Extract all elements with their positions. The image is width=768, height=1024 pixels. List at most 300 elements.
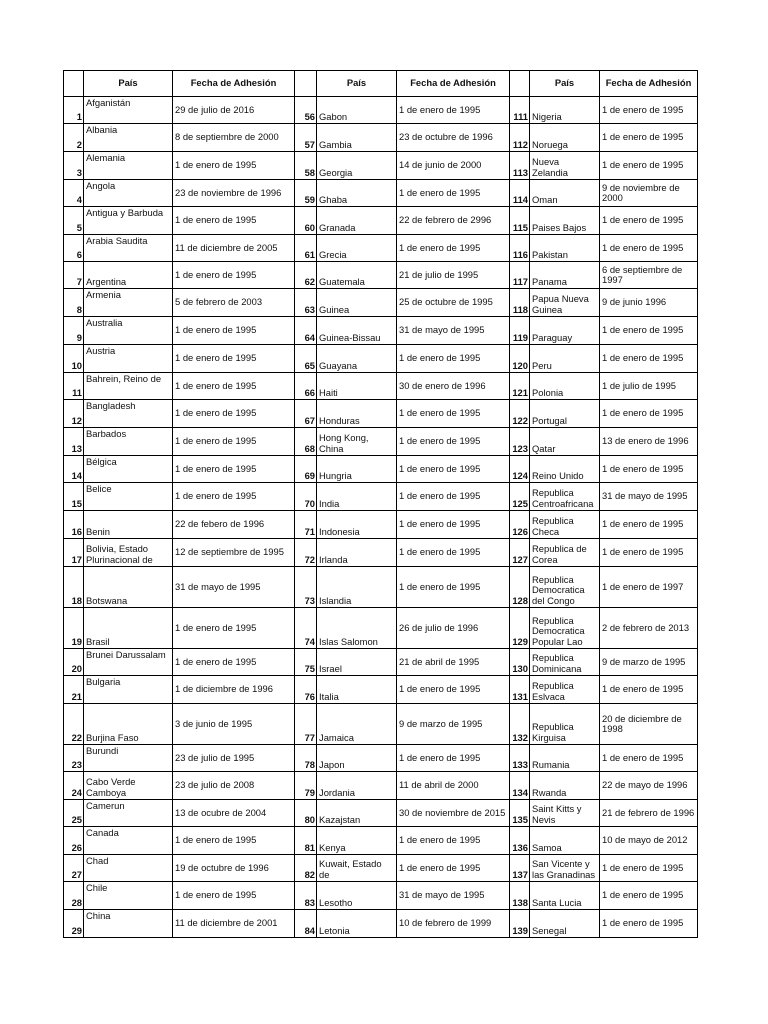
accession-date: 22 de mayo de 1996 (600, 772, 698, 800)
accession-date: 1 de julio de 1995 (600, 373, 698, 400)
header-row (64, 71, 698, 97)
country-name: Letonia (317, 910, 397, 938)
row-number: 19 (64, 608, 84, 649)
row-number: 79 (295, 772, 317, 800)
country-name: Granada (317, 207, 397, 235)
accession-date: 23 de julio de 2008 (173, 772, 295, 800)
country-name: Republica Eslvaca (530, 676, 600, 704)
accession-date: 13 de enero de 1996 (600, 428, 698, 456)
country-name: Bélgica (84, 456, 173, 483)
country-name: Portugal (530, 400, 600, 428)
row-number: 2 (64, 124, 84, 152)
accession-date: 23 de julio de 1995 (173, 745, 295, 772)
country-name: Australia (84, 317, 173, 345)
accession-date: 1 de enero de 1995 (600, 882, 698, 910)
row-number: 114 (510, 180, 530, 207)
accession-date: 1 de enero de 1995 (173, 373, 295, 400)
table-row (64, 97, 698, 124)
country-name: Gabon (317, 97, 397, 124)
table-row (64, 124, 698, 152)
accession-date: 1 de diciembre de 1996 (173, 676, 295, 704)
table-row (64, 704, 698, 745)
accession-date: 1 de enero de 1995 (397, 539, 510, 567)
accession-date: 1 de enero de 1995 (173, 882, 295, 910)
country-name: Bolivia, Estado Plurinacional de (84, 539, 173, 567)
table-row (64, 800, 698, 827)
table-row (64, 910, 698, 938)
country-name: Chad (84, 855, 173, 882)
row-number: 134 (510, 772, 530, 800)
country-name: Bahrein, Reino de (84, 373, 173, 400)
accession-date: 1 de enero de 1995 (600, 345, 698, 373)
row-number: 73 (295, 567, 317, 608)
table-row (64, 483, 698, 511)
accession-date: 23 de octubre de 1996 (397, 124, 510, 152)
accession-date: 22 de febrero de 2996 (397, 207, 510, 235)
accession-date: 1 de enero de 1995 (397, 676, 510, 704)
country-name: Barbados (84, 428, 173, 456)
accession-date: 1 de enero de 1995 (600, 207, 698, 235)
accession-date: 1 de enero de 1995 (173, 428, 295, 456)
accession-date: 31 de mayo de 1995 (397, 317, 510, 345)
accession-date: 26 de julio de 1996 (397, 608, 510, 649)
accession-date: 1 de enero de 1995 (600, 456, 698, 483)
row-number: 27 (64, 855, 84, 882)
row-number: 13 (64, 428, 84, 456)
accession-date: 1 de enero de 1995 (397, 400, 510, 428)
header-country: País (84, 71, 173, 97)
country-name: Kenya (317, 827, 397, 855)
country-name: Austria (84, 345, 173, 373)
header-number-cell (64, 71, 84, 97)
row-number: 82 (295, 855, 317, 882)
country-name: Republica Checa (530, 511, 600, 539)
country-name: Burundi (84, 745, 173, 772)
table-row (64, 400, 698, 428)
table-row (64, 317, 698, 345)
header-date: Fecha de Adhesión (173, 71, 295, 97)
accession-date: 1 de enero de 1995 (600, 317, 698, 345)
country-name: Bulgaria (84, 676, 173, 704)
row-number: 26 (64, 827, 84, 855)
row-number: 123 (510, 428, 530, 456)
accession-date: 1 de enero de 1995 (173, 827, 295, 855)
country-name: China (84, 910, 173, 938)
row-number: 64 (295, 317, 317, 345)
country-name: Italia (317, 676, 397, 704)
row-number: 137 (510, 855, 530, 882)
country-name: Benin (84, 511, 173, 539)
table-row (64, 456, 698, 483)
row-number: 72 (295, 539, 317, 567)
country-name: Rumania (530, 745, 600, 772)
country-name: Chile (84, 882, 173, 910)
accession-date: 23 de noviembre de 1996 (173, 180, 295, 207)
row-number: 7 (64, 262, 84, 289)
accession-date: 1 de enero de 1995 (397, 855, 510, 882)
country-name: Islas Salomon (317, 608, 397, 649)
row-number: 124 (510, 456, 530, 483)
country-name: Guatemala (317, 262, 397, 289)
accession-date: 29 de julio de 2016 (173, 97, 295, 124)
accession-date: 1 de enero de 1995 (600, 539, 698, 567)
country-name: India (317, 483, 397, 511)
row-number: 29 (64, 910, 84, 938)
country-name: Brasil (84, 608, 173, 649)
row-number: 67 (295, 400, 317, 428)
country-name: Belice (84, 483, 173, 511)
row-number: 10 (64, 345, 84, 373)
table-row (64, 608, 698, 649)
row-number: 17 (64, 539, 84, 567)
accession-date: 1 de enero de 1995 (397, 827, 510, 855)
row-number: 138 (510, 882, 530, 910)
row-number: 24 (64, 772, 84, 800)
row-number: 1 (64, 97, 84, 124)
row-number: 69 (295, 456, 317, 483)
row-number: 113 (510, 152, 530, 180)
country-name: San Vicente y las Granadinas (530, 855, 600, 882)
table-row (64, 262, 698, 289)
row-number: 66 (295, 373, 317, 400)
row-number: 63 (295, 289, 317, 317)
row-number: 121 (510, 373, 530, 400)
row-number: 116 (510, 235, 530, 262)
accession-date: 1 de enero de 1995 (397, 456, 510, 483)
row-number: 135 (510, 800, 530, 827)
row-number: 111 (510, 97, 530, 124)
row-number: 59 (295, 180, 317, 207)
row-number: 11 (64, 373, 84, 400)
row-number: 125 (510, 483, 530, 511)
row-number: 84 (295, 910, 317, 938)
row-number: 120 (510, 345, 530, 373)
row-number: 139 (510, 910, 530, 938)
row-number: 78 (295, 745, 317, 772)
row-number: 81 (295, 827, 317, 855)
accession-date: 11 de diciembre de 2001 (173, 910, 295, 938)
row-number: 71 (295, 511, 317, 539)
country-name: Indonesia (317, 511, 397, 539)
row-number: 77 (295, 704, 317, 745)
accession-date: 21 de abril de 1995 (397, 649, 510, 676)
row-number: 129 (510, 608, 530, 649)
row-number: 12 (64, 400, 84, 428)
accession-date: 9 de marzo de 1995 (397, 704, 510, 745)
row-number: 9 (64, 317, 84, 345)
table-row (64, 152, 698, 180)
country-name: Polonia (530, 373, 600, 400)
row-number: 122 (510, 400, 530, 428)
row-number: 118 (510, 289, 530, 317)
accession-date: 1 de enero de 1997 (600, 567, 698, 608)
country-name: Pakistan (530, 235, 600, 262)
accession-date: 9 de noviembre de 2000 (600, 180, 698, 207)
row-number: 61 (295, 235, 317, 262)
country-name: Nigeria (530, 97, 600, 124)
accession-date: 1 de enero de 1995 (397, 511, 510, 539)
accession-date: 11 de diciembre de 2005 (173, 235, 295, 262)
row-number: 115 (510, 207, 530, 235)
accession-date: 11 de abril de 2000 (397, 772, 510, 800)
country-name: Republica Dominicana (530, 649, 600, 676)
country-name: Reino Unido (530, 456, 600, 483)
accession-date: 19 de octubre de 1996 (173, 855, 295, 882)
accession-date: 1 de enero de 1995 (600, 511, 698, 539)
table-row (64, 180, 698, 207)
accession-date: 1 de enero de 1995 (173, 483, 295, 511)
accession-date: 3 de junio de 1995 (173, 704, 295, 745)
accession-date: 9 de marzo de 1995 (600, 649, 698, 676)
row-number: 75 (295, 649, 317, 676)
accession-date: 1 de enero de 1995 (397, 567, 510, 608)
row-number: 56 (295, 97, 317, 124)
country-name: Noruega (530, 124, 600, 152)
country-name: Guinea-Bissau (317, 317, 397, 345)
accession-date: 1 de enero de 1995 (173, 345, 295, 373)
row-number: 128 (510, 567, 530, 608)
accession-date: 31 de mayo de 1995 (397, 882, 510, 910)
row-number: 23 (64, 745, 84, 772)
table-row (64, 345, 698, 373)
accession-date: 2 de febrero de 2013 (600, 608, 698, 649)
accession-date: 1 de enero de 1995 (397, 483, 510, 511)
country-name: Republica Democratica Popular Lao (530, 608, 600, 649)
row-number: 60 (295, 207, 317, 235)
accession-date: 31 de mayo de 1995 (173, 567, 295, 608)
table-row (64, 676, 698, 704)
table-row (64, 428, 698, 456)
accession-date: 1 de enero de 1995 (600, 745, 698, 772)
row-number: 127 (510, 539, 530, 567)
accession-date: 13 de ocubre de 2004 (173, 800, 295, 827)
country-name: Japon (317, 745, 397, 772)
country-name: Gambia (317, 124, 397, 152)
country-name: Angola (84, 180, 173, 207)
row-number: 112 (510, 124, 530, 152)
row-number: 22 (64, 704, 84, 745)
country-name: Guinea (317, 289, 397, 317)
country-name: Botswana (84, 567, 173, 608)
accession-date: 1 de enero de 1995 (600, 676, 698, 704)
accession-date: 21 de julio de 1995 (397, 262, 510, 289)
table-row (64, 511, 698, 539)
table-row (64, 373, 698, 400)
row-number: 132 (510, 704, 530, 745)
row-number: 57 (295, 124, 317, 152)
country-name: Brunei Darussalam (84, 649, 173, 676)
country-name: Bangladesh (84, 400, 173, 428)
accession-date: 1 de enero de 1995 (600, 235, 698, 262)
row-number: 119 (510, 317, 530, 345)
row-number: 80 (295, 800, 317, 827)
row-number: 76 (295, 676, 317, 704)
accession-date: 1 de enero de 1995 (600, 910, 698, 938)
row-number: 16 (64, 511, 84, 539)
accession-date: 25 de octubre de 1995 (397, 289, 510, 317)
row-number: 117 (510, 262, 530, 289)
country-name: Jordania (317, 772, 397, 800)
accession-date: 1 de enero de 1995 (173, 262, 295, 289)
accession-date: 1 de enero de 1995 (600, 855, 698, 882)
country-name: Peru (530, 345, 600, 373)
accession-date: 12 de septiembre de 1995 (173, 539, 295, 567)
country-name: Senegal (530, 910, 600, 938)
country-name: Papua Nueva Guinea (530, 289, 600, 317)
country-name: Panama (530, 262, 600, 289)
country-name: Argentina (84, 262, 173, 289)
accession-date: 30 de noviembre de 2015 (397, 800, 510, 827)
row-number: 65 (295, 345, 317, 373)
table-row (64, 539, 698, 567)
country-name: Oman (530, 180, 600, 207)
row-number: 62 (295, 262, 317, 289)
country-name: Honduras (317, 400, 397, 428)
country-name: Islandia (317, 567, 397, 608)
country-name: Kazajstan (317, 800, 397, 827)
row-number: 74 (295, 608, 317, 649)
country-name: Santa Lucia (530, 882, 600, 910)
table-row (64, 289, 698, 317)
row-number: 28 (64, 882, 84, 910)
accession-date: 1 de enero de 1995 (397, 345, 510, 373)
header-number-cell (295, 71, 317, 97)
row-number: 83 (295, 882, 317, 910)
row-number: 18 (64, 567, 84, 608)
row-number: 8 (64, 289, 84, 317)
table-row (64, 207, 698, 235)
country-name: Ghaba (317, 180, 397, 207)
country-name: Armenia (84, 289, 173, 317)
accession-date: 1 de enero de 1995 (397, 745, 510, 772)
country-name: Grecia (317, 235, 397, 262)
country-name: Cabo Verde Camboya (84, 772, 173, 800)
accession-date: 31 de mayo de 1995 (600, 483, 698, 511)
country-name: Jamaica (317, 704, 397, 745)
row-number: 4 (64, 180, 84, 207)
country-name: Qatar (530, 428, 600, 456)
country-name: Burjina Faso (84, 704, 173, 745)
row-number: 25 (64, 800, 84, 827)
accession-date: 1 de enero de 1995 (397, 235, 510, 262)
table-body (64, 97, 698, 938)
accession-date: 1 de enero de 1995 (600, 152, 698, 180)
table-row (64, 745, 698, 772)
country-name: Canada (84, 827, 173, 855)
country-name: Guayana (317, 345, 397, 373)
country-name: Hungria (317, 456, 397, 483)
country-name: Georgia (317, 152, 397, 180)
accession-date: 1 de enero de 1995 (397, 180, 510, 207)
country-name: Nueva Zelandia (530, 152, 600, 180)
accession-date: 22 de febero de 1996 (173, 511, 295, 539)
row-number: 6 (64, 235, 84, 262)
country-name: Kuwait, Estado de (317, 855, 397, 882)
country-name: Paraguay (530, 317, 600, 345)
accession-date: 30 de enero de 1996 (397, 373, 510, 400)
accession-date: 10 de febrero de 1999 (397, 910, 510, 938)
accession-date: 1 de enero de 1995 (397, 97, 510, 124)
accession-date: 1 de enero de 1995 (173, 400, 295, 428)
header-number-cell (510, 71, 530, 97)
country-name: Hong Kong, China (317, 428, 397, 456)
table-row (64, 772, 698, 800)
row-number: 68 (295, 428, 317, 456)
row-number: 58 (295, 152, 317, 180)
country-name: Republica Democratica del Congo (530, 567, 600, 608)
country-name: Republica Kirguisa (530, 704, 600, 745)
accession-date: 14 de junio de 2000 (397, 152, 510, 180)
row-number: 20 (64, 649, 84, 676)
header-country: País (317, 71, 397, 97)
country-name: Afganistán (84, 97, 173, 124)
accession-date: 1 de enero de 1995 (600, 400, 698, 428)
membership-table (63, 70, 698, 938)
country-name: Arabia Saudita (84, 235, 173, 262)
country-name: Israel (317, 649, 397, 676)
accession-date: 1 de enero de 1995 (173, 317, 295, 345)
accession-date: 9 de junio 1996 (600, 289, 698, 317)
country-name: Republica de Corea (530, 539, 600, 567)
table-row (64, 827, 698, 855)
row-number: 136 (510, 827, 530, 855)
row-number: 70 (295, 483, 317, 511)
country-name: Haiti (317, 373, 397, 400)
accession-date: 1 de enero de 1995 (397, 428, 510, 456)
table-row (64, 649, 698, 676)
country-name: Camerun (84, 800, 173, 827)
accession-date: 20 de diciembre de 1998 (600, 704, 698, 745)
accession-date: 21 de febrero de 1996 (600, 800, 698, 827)
accession-date: 1 de enero de 1995 (173, 456, 295, 483)
accession-date: 1 de enero de 1995 (173, 152, 295, 180)
accession-date: 10 de mayo de 2012 (600, 827, 698, 855)
row-number: 15 (64, 483, 84, 511)
row-number: 3 (64, 152, 84, 180)
row-number: 5 (64, 207, 84, 235)
accession-date: 8 de septiembre de 2000 (173, 124, 295, 152)
country-name: Albania (84, 124, 173, 152)
country-name: Alemania (84, 152, 173, 180)
accession-date: 5 de febrero de 2003 (173, 289, 295, 317)
accession-date: 1 de enero de 1995 (173, 649, 295, 676)
country-name: Rwanda (530, 772, 600, 800)
table-row (64, 235, 698, 262)
country-name: Lesotho (317, 882, 397, 910)
table-row (64, 855, 698, 882)
row-number: 130 (510, 649, 530, 676)
accession-date: 1 de enero de 1995 (173, 207, 295, 235)
row-number: 14 (64, 456, 84, 483)
row-number: 126 (510, 511, 530, 539)
accession-date: 1 de enero de 1995 (600, 124, 698, 152)
country-name: Paises Bajos (530, 207, 600, 235)
row-number: 131 (510, 676, 530, 704)
country-name: Saint Kitts y Nevis (530, 800, 600, 827)
country-name: Samoa (530, 827, 600, 855)
country-name: Antigua y Barbuda (84, 207, 173, 235)
country-name: Irlanda (317, 539, 397, 567)
accession-date: 1 de enero de 1995 (600, 97, 698, 124)
row-number: 21 (64, 676, 84, 704)
accession-date: 1 de enero de 1995 (173, 608, 295, 649)
header-country: País (530, 71, 600, 97)
country-name: Republica Centroafricana (530, 483, 600, 511)
header-date: Fecha de Adhesión (600, 71, 698, 97)
accession-date: 6 de septiembre de 1997 (600, 262, 698, 289)
table-row (64, 882, 698, 910)
row-number: 133 (510, 745, 530, 772)
